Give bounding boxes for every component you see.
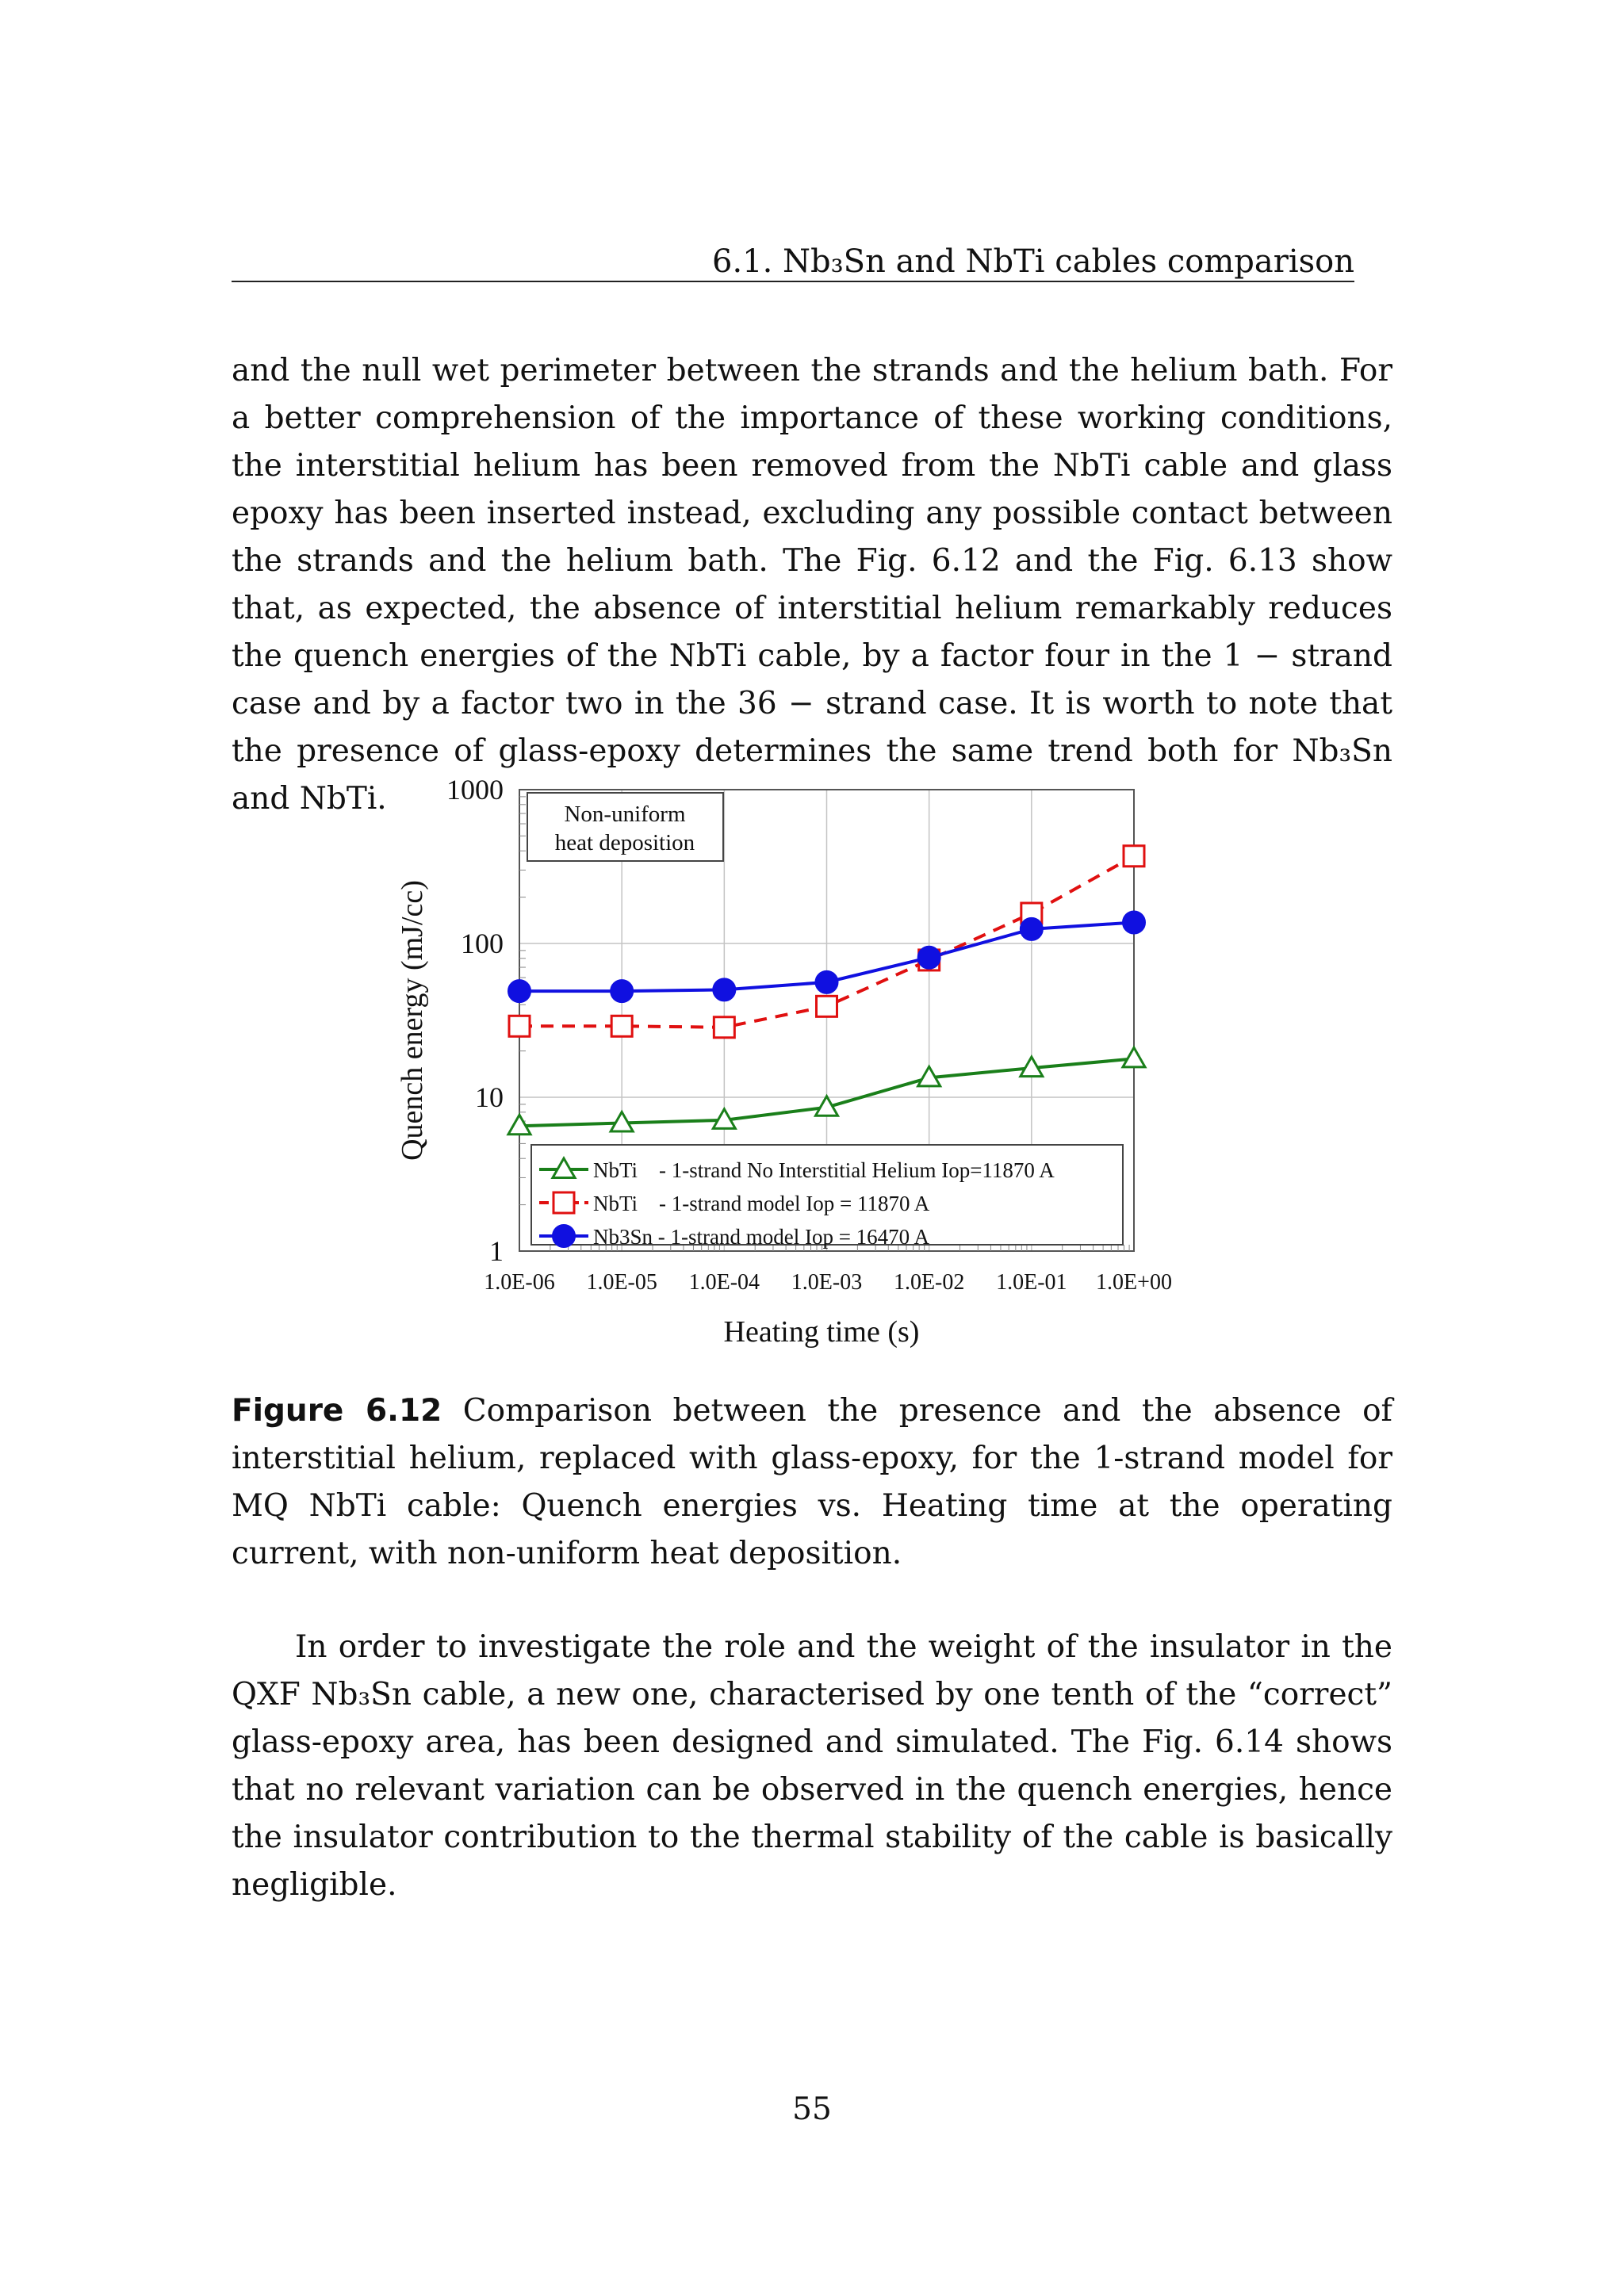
legend-label-nbti-1-strand: NbTi - 1-strand model Iop = 11870 A: [593, 1192, 930, 1215]
x-tick-label: 1.0E-01: [996, 1270, 1067, 1295]
figure-caption-text: Comparison between the presence and the absence of interstitial helium, replaced with glass-epoxy, for the 1-strand model for MQ NbTi cable: Quench energies vs. Heating time at the operating current, with non-uniform heat deposition.: [232, 1393, 1392, 1571]
data-point-nb3sn-1-strand: [918, 947, 940, 969]
body-paragraph-1: and the null wet perimeter between the strands and the helium bath. For a better comprehension of the importance of these working conditions, the interstitial helium has been removed from the NbTi cable and glass epoxy has been inserted instead, excluding any possible contact between the strands and the helium bath. The Fig. 6.12 and the Fig. 6.13 show that, as expected, the absence of interstitial helium remarkably reduces the quench energies of the NbTi cable, by a factor four in the 1 − strand case and by a factor two in the 36 − strand case. It is worth to note that the presence of glass-epoxy determines the same trend both for Nb₃Sn and NbTi.: [232, 353, 1392, 817]
x-tick-label: 1.0E-02: [893, 1270, 965, 1295]
y-tick-label: 1: [489, 1235, 504, 1267]
figure-caption-label: Figure 6.12: [232, 1393, 442, 1429]
legend-marker-nb3sn-1-strand: [553, 1225, 575, 1247]
data-point-nb3sn-1-strand: [1123, 911, 1145, 933]
y-tick-label: 10: [475, 1081, 504, 1113]
data-point-nb3sn-1-strand: [713, 978, 735, 1001]
data-point-nbti-1-strand: [714, 1017, 734, 1038]
data-point-nb3sn-1-strand: [816, 971, 838, 993]
legend-label-nb3sn-1-strand: Nb3Sn - 1-strand model Iop = 16470 A: [593, 1225, 929, 1249]
y-axis-label: Quench energy (mJ/cc): [396, 880, 429, 1161]
data-point-nbti-no-helium: [1123, 1047, 1145, 1067]
data-point-nbti-1-strand: [817, 996, 837, 1016]
data-point-nb3sn-1-strand: [1021, 918, 1043, 940]
x-tick-label: 1.0E-05: [586, 1270, 657, 1295]
data-point-nbti-1-strand: [509, 1016, 530, 1036]
data-point-nbti-1-strand: [1124, 846, 1144, 867]
annotation-line-2: heat deposition: [554, 830, 695, 855]
y-tick-label: 1000: [446, 774, 504, 806]
data-point-nb3sn-1-strand: [611, 980, 633, 1002]
x-tick-label: 1.0E-03: [791, 1270, 863, 1295]
quench-energy-chart: [381, 761, 1221, 1364]
y-tick-label: 100: [461, 928, 504, 959]
running-head: 6.1. Nb₃Sn and NbTi cables comparison: [712, 243, 1354, 280]
x-tick-label: 1.0E-04: [688, 1270, 760, 1295]
x-tick-label: 1.0E+00: [1096, 1270, 1172, 1295]
legend-marker-nbti-1-strand: [553, 1192, 574, 1213]
page-number: 55: [792, 2091, 832, 2127]
header-rule: [232, 281, 1354, 282]
chart-svg: [381, 761, 1221, 1364]
x-axis-label: Heating time (s): [723, 1315, 920, 1349]
x-tick-label: 1.0E-06: [484, 1270, 555, 1295]
data-point-nbti-1-strand: [611, 1016, 632, 1036]
figure-caption: [232, 1387, 1392, 1578]
annotation-line-1: Non-uniform: [564, 802, 686, 827]
legend-label-nbti-no-helium: NbTi - 1-strand No Interstitial Helium Iop=11870 A: [593, 1158, 1055, 1182]
body-paragraph-2: In order to investigate the role and the weight of the insulator in the QXF Nb₃Sn cable, a new one, characterised by one tenth of the “correct” glass-epoxy area, has been designed and simulated. The Fig. 6.14 shows that no relevant variation can be observed in the quench energies, hence the insulator contribution to the thermal stability of the cable is basically negligible.: [232, 1629, 1392, 1903]
data-point-nb3sn-1-strand: [508, 980, 530, 1002]
